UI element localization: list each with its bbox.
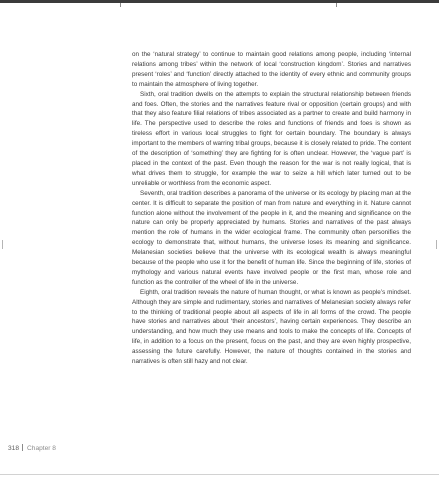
bottom-rule	[0, 474, 439, 475]
paragraph: on the ‘natural strategy’ to continue to maintain good relations among people, including ‘internal relations among tribes’ within the network of local ‘construction kingdom’. Stories and narratives present ‘roles’ and ‘function’ directly attached to the identity of every ethnic and community groups to maintain the atmosphere of living together.	[132, 51, 411, 88]
top-rule	[0, 0, 439, 3]
registration-mark-right	[436, 240, 437, 249]
crop-mark-top-left	[120, 3, 121, 7]
paragraph: Eighth, oral tradition reveals the nature of human thought, or what is known as people’s mindset. Although they are simple and rudimentary, stories and narratives of Melanesian society always refer to the thinking of traditional people about all aspects of life in all forms of the crowd. The people have stories and narratives about ‘their ancestors’, having certain experiences. They describe an understanding, and how much they use means and tools to make the concepts of life. Concepts of life, in addition to a focus on the present, focus on the past, and they are even highly prospective, assessing the future carefully. However, the nature of thoughts contained in the stories and narratives is often still hazy and not clear.	[132, 288, 411, 366]
chapter-label: Chapter 8	[27, 445, 56, 452]
footer-divider	[22, 444, 23, 451]
page-footer	[8, 444, 56, 452]
page-number: 318	[8, 445, 20, 452]
body-text	[132, 50, 411, 367]
registration-mark-left	[2, 240, 3, 249]
paragraph: Seventh, oral tradition describes a panorama of the universe or its ecology by placing man at the center. It is difficult to separate the position of man from nature and everything in it. Nature cannot function alone without the involvement of the people in it, and the meaning and significance on the nature can only be properly appreciated by humans. Stories and narratives of the past always mention the role of humans in the wider ecological frame. The community often personifies the ecology to demonstrate that, without humans, the universe loses its meaning and significance. Melanesian societies believe that the universe with its ecological wealth is always meaningful because of the people who use it for the benefit of human life. Since the beginning of life, stories of mythology and various natural events have involved people or the first man, whose role and function as the controller of the wheel of life in the universe.	[132, 189, 411, 286]
crop-mark-top-right	[336, 3, 337, 7]
paragraph: Sixth, oral tradition dwells on the attempts to explain the structural relationship between friends and foes. Often, the stories and the narratives feature rival or opposition (certain groups) and with that they also feature filial relations of tribes associated as a partner to create and build harmony in life. The perspective used to describe the roles and functions of friends and foes is shown as tireless effort in various local struggles to fight for certain boundary. The boundary is always important to the members of warring tribal groups, because it is closely related to pride. The content of the description of ‘something’ they are fighting for is often unclear. However, the ‘vague part’ is placed in the context of the past. Even though the reason for the war is not really logical, that is what drives them to struggle, for example the war to seize a hill which later turned out to be unreliable or worthless from the economic aspect.	[132, 90, 411, 187]
